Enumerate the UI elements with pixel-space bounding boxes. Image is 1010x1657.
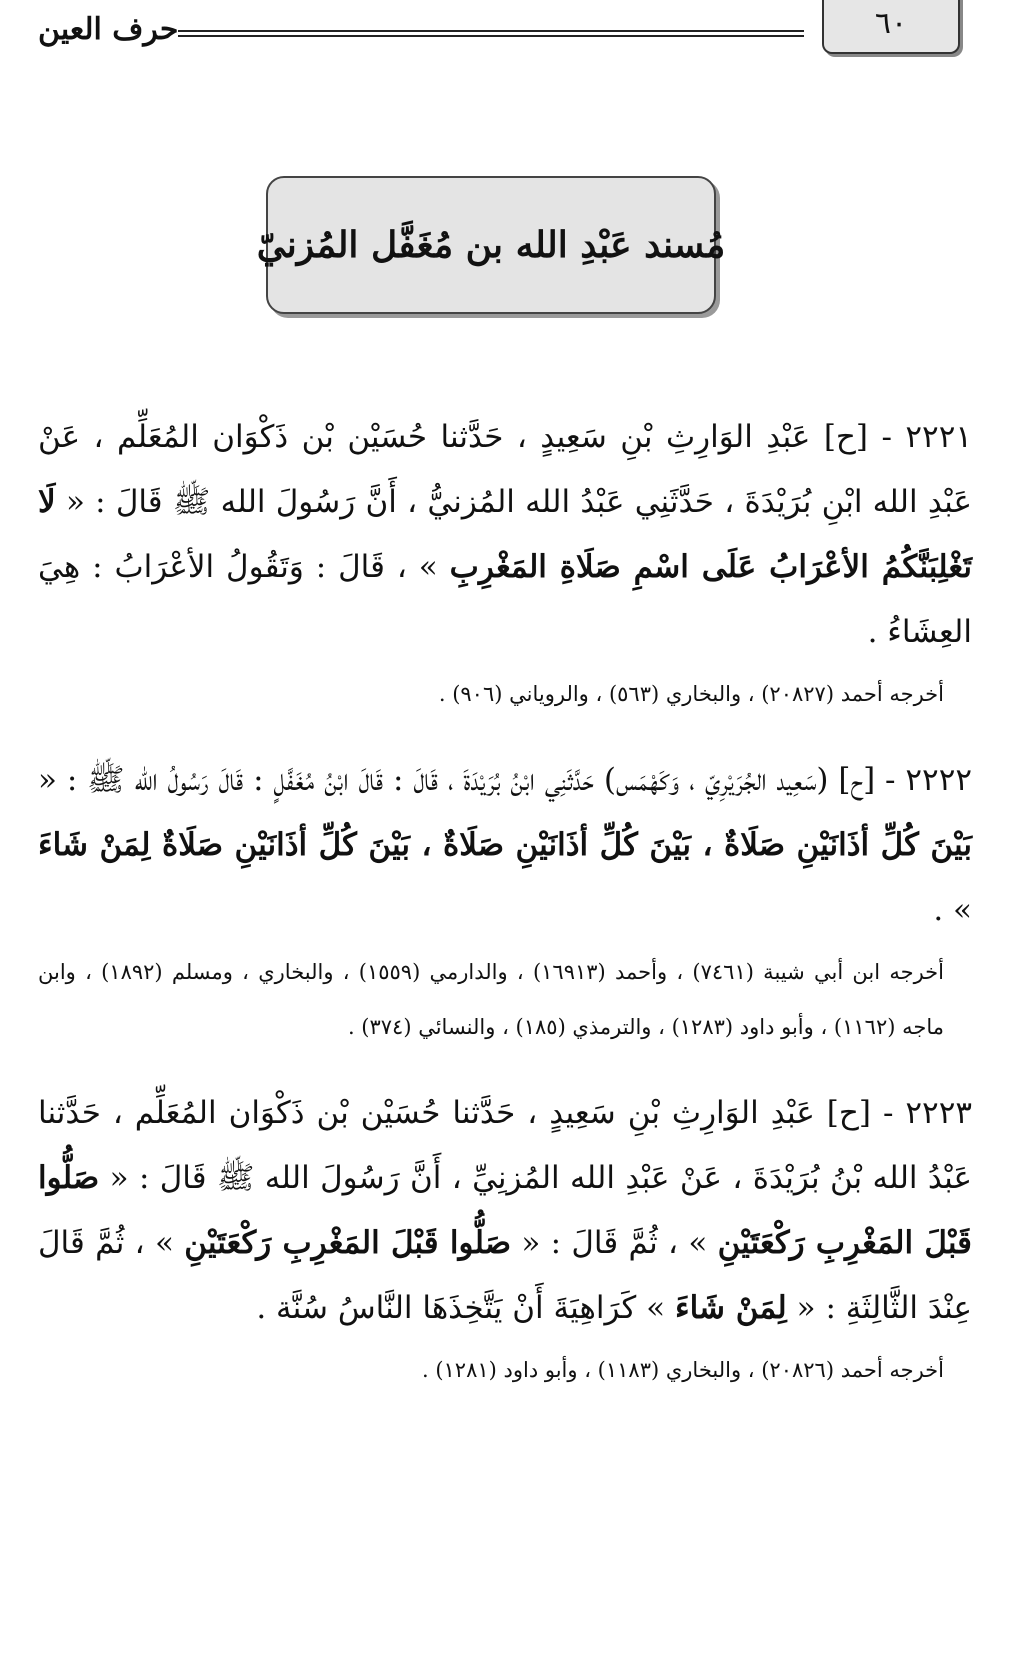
hadith-matn-2: صَلُّوا قَبْلَ المَغْرِبِ رَكْعَتَيْنِ bbox=[184, 1225, 512, 1261]
hadith-matn: صَلُّوا قَبْلَ المَغْرِبِ رَكْعَتَيْنِ bbox=[38, 1160, 972, 1261]
hadith-number: ٢٢٢٢ bbox=[905, 762, 972, 798]
section-title: مُسند عَبْدِ الله بن مُغَفَّل المُزنيّ bbox=[256, 224, 726, 266]
hadith-text bbox=[38, 748, 972, 943]
hadith-matn-3: لِمَنْ شَاءَ bbox=[675, 1290, 787, 1326]
header-rule bbox=[178, 30, 804, 37]
hadith-isnad: - [ح] عَبْدِ الوَارِثِ بْنِ سَعِيدٍ ، حَدَّثنا حُسَيْن بْن ذَكْوَان المُعَلِّم ، عَنْ عَبْدِ الله ابْنِ بُرَيْدَةَ ، حَدَّثَنِي عَبْدُ الله المُزنيُّ ، أَنَّ رَسُولَ الله ﷺ قَالَ : « bbox=[38, 419, 972, 520]
hadith-takhrij: أخرجه أحمد (٢٠٨٢٦) ، والبخاري (١١٨٣) ، وأبو داود (١٢٨١) . bbox=[421, 1358, 944, 1382]
hadith-list bbox=[38, 405, 972, 1424]
hadith-number: ٢٢٢١ bbox=[905, 419, 972, 455]
hadith-number: ٢٢٢٣ bbox=[905, 1095, 972, 1131]
hadith-tail: » كَرَاهِيَةَ أَنْ يَتَّخِذَهَا النَّاسُ سُنَّة . bbox=[256, 1290, 666, 1326]
hadith-2221 bbox=[38, 405, 972, 722]
hadith-middle: » ، ثُمَّ قَالَ : « bbox=[521, 1225, 708, 1261]
hadith-tail: » . bbox=[933, 892, 972, 928]
hadith-isnad: - [ح] (سَعِيد الجُرَيْرِيّ ، وَكَهْمَس) حَدَّثَنِي ابْنُ بُرَيْدَةَ ، قَالَ : قَالَ ابْنُ مُغَفَّلٍ : قَالَ رَسُولُ الله ﷺ : « bbox=[38, 762, 896, 798]
hadith-2223 bbox=[38, 1081, 972, 1398]
hadith-isnad: - [ح] عَبْدِ الوَارِثِ بْنِ سَعِيدٍ ، حَدَّثنا حُسَيْن بْن ذَكْوَان المُعَلِّم ، حَدَّثنا عَبْدُ الله بْنُ بُرَيْدَةَ ، عَنْ عَبْدِ الله المُزنِيِّ ، أَنَّ رَسُولَ الله ﷺ قَالَ : « bbox=[38, 1095, 973, 1196]
page-number-tab bbox=[822, 0, 960, 54]
page-header bbox=[0, 0, 1010, 70]
page-number: ٦٠ bbox=[874, 5, 908, 41]
hadith-text bbox=[38, 1081, 972, 1341]
hadith-matn: لَا تَغْلِبَنَّكُمُ الأعْرَابُ عَلَى اسْمِ صَلَاةِ المَغْرِبِ bbox=[38, 484, 973, 585]
hadith-takhrij: أخرجه أحمد (٢٠٨٢٧) ، والبخاري (٥٦٣) ، والروياني (٩٠٦) . bbox=[438, 682, 944, 706]
hadith-takhrij: أخرجه ابن أبي شيبة (٧٤٦١) ، وأحمد (١٦٩١٣) ، والدارمي (١٥٥٩) ، والبخاري ، ومسلم (١٨٩٢) ، وابن ماجه (١١٦٢) ، وأبو داود (١٢٨٣) ، والترمذي (١٨٥) ، والنسائي (٣٧٤) . bbox=[38, 960, 944, 1039]
hadith-2222 bbox=[38, 748, 972, 1055]
chapter-title: حرف العين bbox=[38, 12, 179, 47]
hadith-middle-2: » ، ثُمَّ قَالَ عِنْدَ الثَّالِثَةِ : « bbox=[38, 1225, 972, 1326]
hadith-matn: بَيْنَ كُلِّ أذَانَيْنِ صَلَاةٌ ، بَيْنَ كُلِّ أذَانَيْنِ صَلَاةٌ ، بَيْنَ كُلِّ أذَانَيْنِ صَلَاةٌ لِمَنْ شَاءَ bbox=[38, 827, 972, 863]
hadith-tail: » ، قَالَ : وَتَقُولُ الأعْرَابُ : هِيَ العِشَاءُ . bbox=[38, 549, 972, 650]
hadith-text bbox=[38, 405, 972, 665]
section-title-box bbox=[256, 176, 726, 314]
